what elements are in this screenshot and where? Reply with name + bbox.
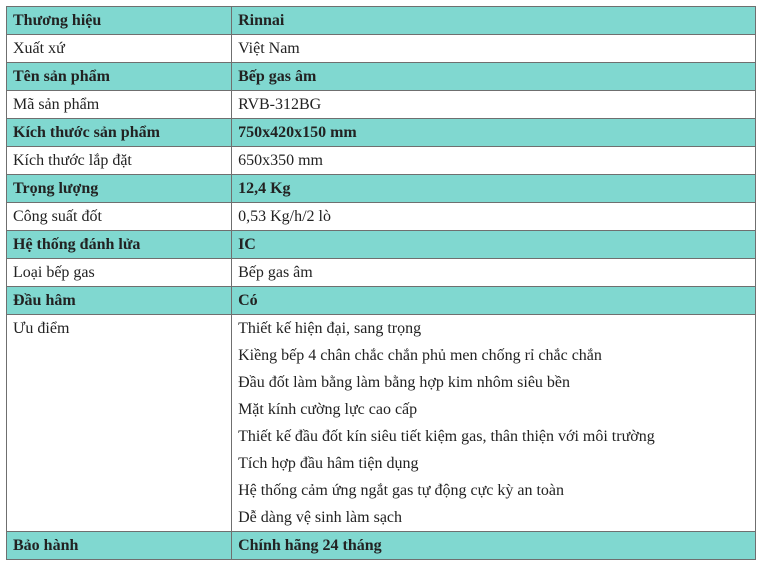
spec-value: Bếp gas âm — [232, 63, 756, 91]
spec-row-origin — [7, 35, 756, 63]
spec-label: Ưu điểm — [7, 315, 232, 532]
spec-row-product-code — [7, 91, 756, 119]
spec-label: Thương hiệu — [7, 7, 232, 35]
spec-value: Có — [232, 287, 756, 315]
spec-value: IC — [232, 231, 756, 259]
spec-row-weight — [7, 175, 756, 203]
spec-label: Hệ thống đánh lửa — [7, 231, 232, 259]
spec-label: Bảo hành — [7, 532, 232, 560]
spec-row-product-size — [7, 119, 756, 147]
spec-row-stove-type — [7, 259, 756, 287]
spec-label: Tên sản phẩm — [7, 63, 232, 91]
spec-row-advantages — [7, 315, 756, 532]
advantage-item: Hệ thống cảm ứng ngắt gas tự động cực kỳ an toàn — [238, 482, 564, 499]
spec-row-brand — [7, 7, 756, 35]
advantage-item: Kiềng bếp 4 chân chắc chắn phủ men chống rỉ chắc chắn — [238, 347, 602, 364]
spec-value: Rinnai — [232, 7, 756, 35]
advantage-item: Thiết kế hiện đại, sang trọng — [238, 320, 422, 337]
spec-value: RVB-312BG — [232, 91, 756, 119]
spec-row-product-name — [7, 63, 756, 91]
spec-label: Kích thước lắp đặt — [7, 147, 232, 175]
spec-label: Trọng lượng — [7, 175, 232, 203]
spec-label: Đầu hâm — [7, 287, 232, 315]
spec-value: Bếp gas âm — [232, 259, 756, 287]
spec-label: Loại bếp gas — [7, 259, 232, 287]
spec-row-warmer — [7, 287, 756, 315]
spec-label: Công suất đốt — [7, 203, 232, 231]
spec-row-warranty — [7, 532, 756, 560]
spec-value: 12,4 Kg — [232, 175, 756, 203]
advantage-item: Thiết kế đầu đốt kín siêu tiết kiệm gas, thân thiện với môi trường — [238, 428, 655, 445]
spec-row-power — [7, 203, 756, 231]
spec-value: Việt Nam — [232, 35, 756, 63]
spec-row-ignition — [7, 231, 756, 259]
spec-value: Chính hãng 24 tháng — [232, 532, 756, 560]
advantage-item: Đầu đốt làm bằng làm bằng hợp kim nhôm siêu bền — [238, 374, 571, 391]
spec-label: Xuất xứ — [7, 35, 232, 63]
advantage-item: Mặt kính cường lực cao cấp — [238, 401, 418, 418]
advantage-item: Dễ dàng vệ sinh làm sạch — [238, 509, 403, 526]
spec-value: 0,53 Kg/h/2 lò — [232, 203, 756, 231]
spec-label: Mã sản phẩm — [7, 91, 232, 119]
spec-label: Kích thước sản phẩm — [7, 119, 232, 147]
spec-row-install-size — [7, 147, 756, 175]
advantages-list — [232, 315, 756, 532]
advantage-item: Tích hợp đầu hâm tiện dụng — [238, 455, 419, 472]
product-spec-table — [6, 6, 756, 560]
spec-value: 750x420x150 mm — [232, 119, 756, 147]
spec-table-body — [7, 7, 756, 560]
spec-value: 650x350 mm — [232, 147, 756, 175]
